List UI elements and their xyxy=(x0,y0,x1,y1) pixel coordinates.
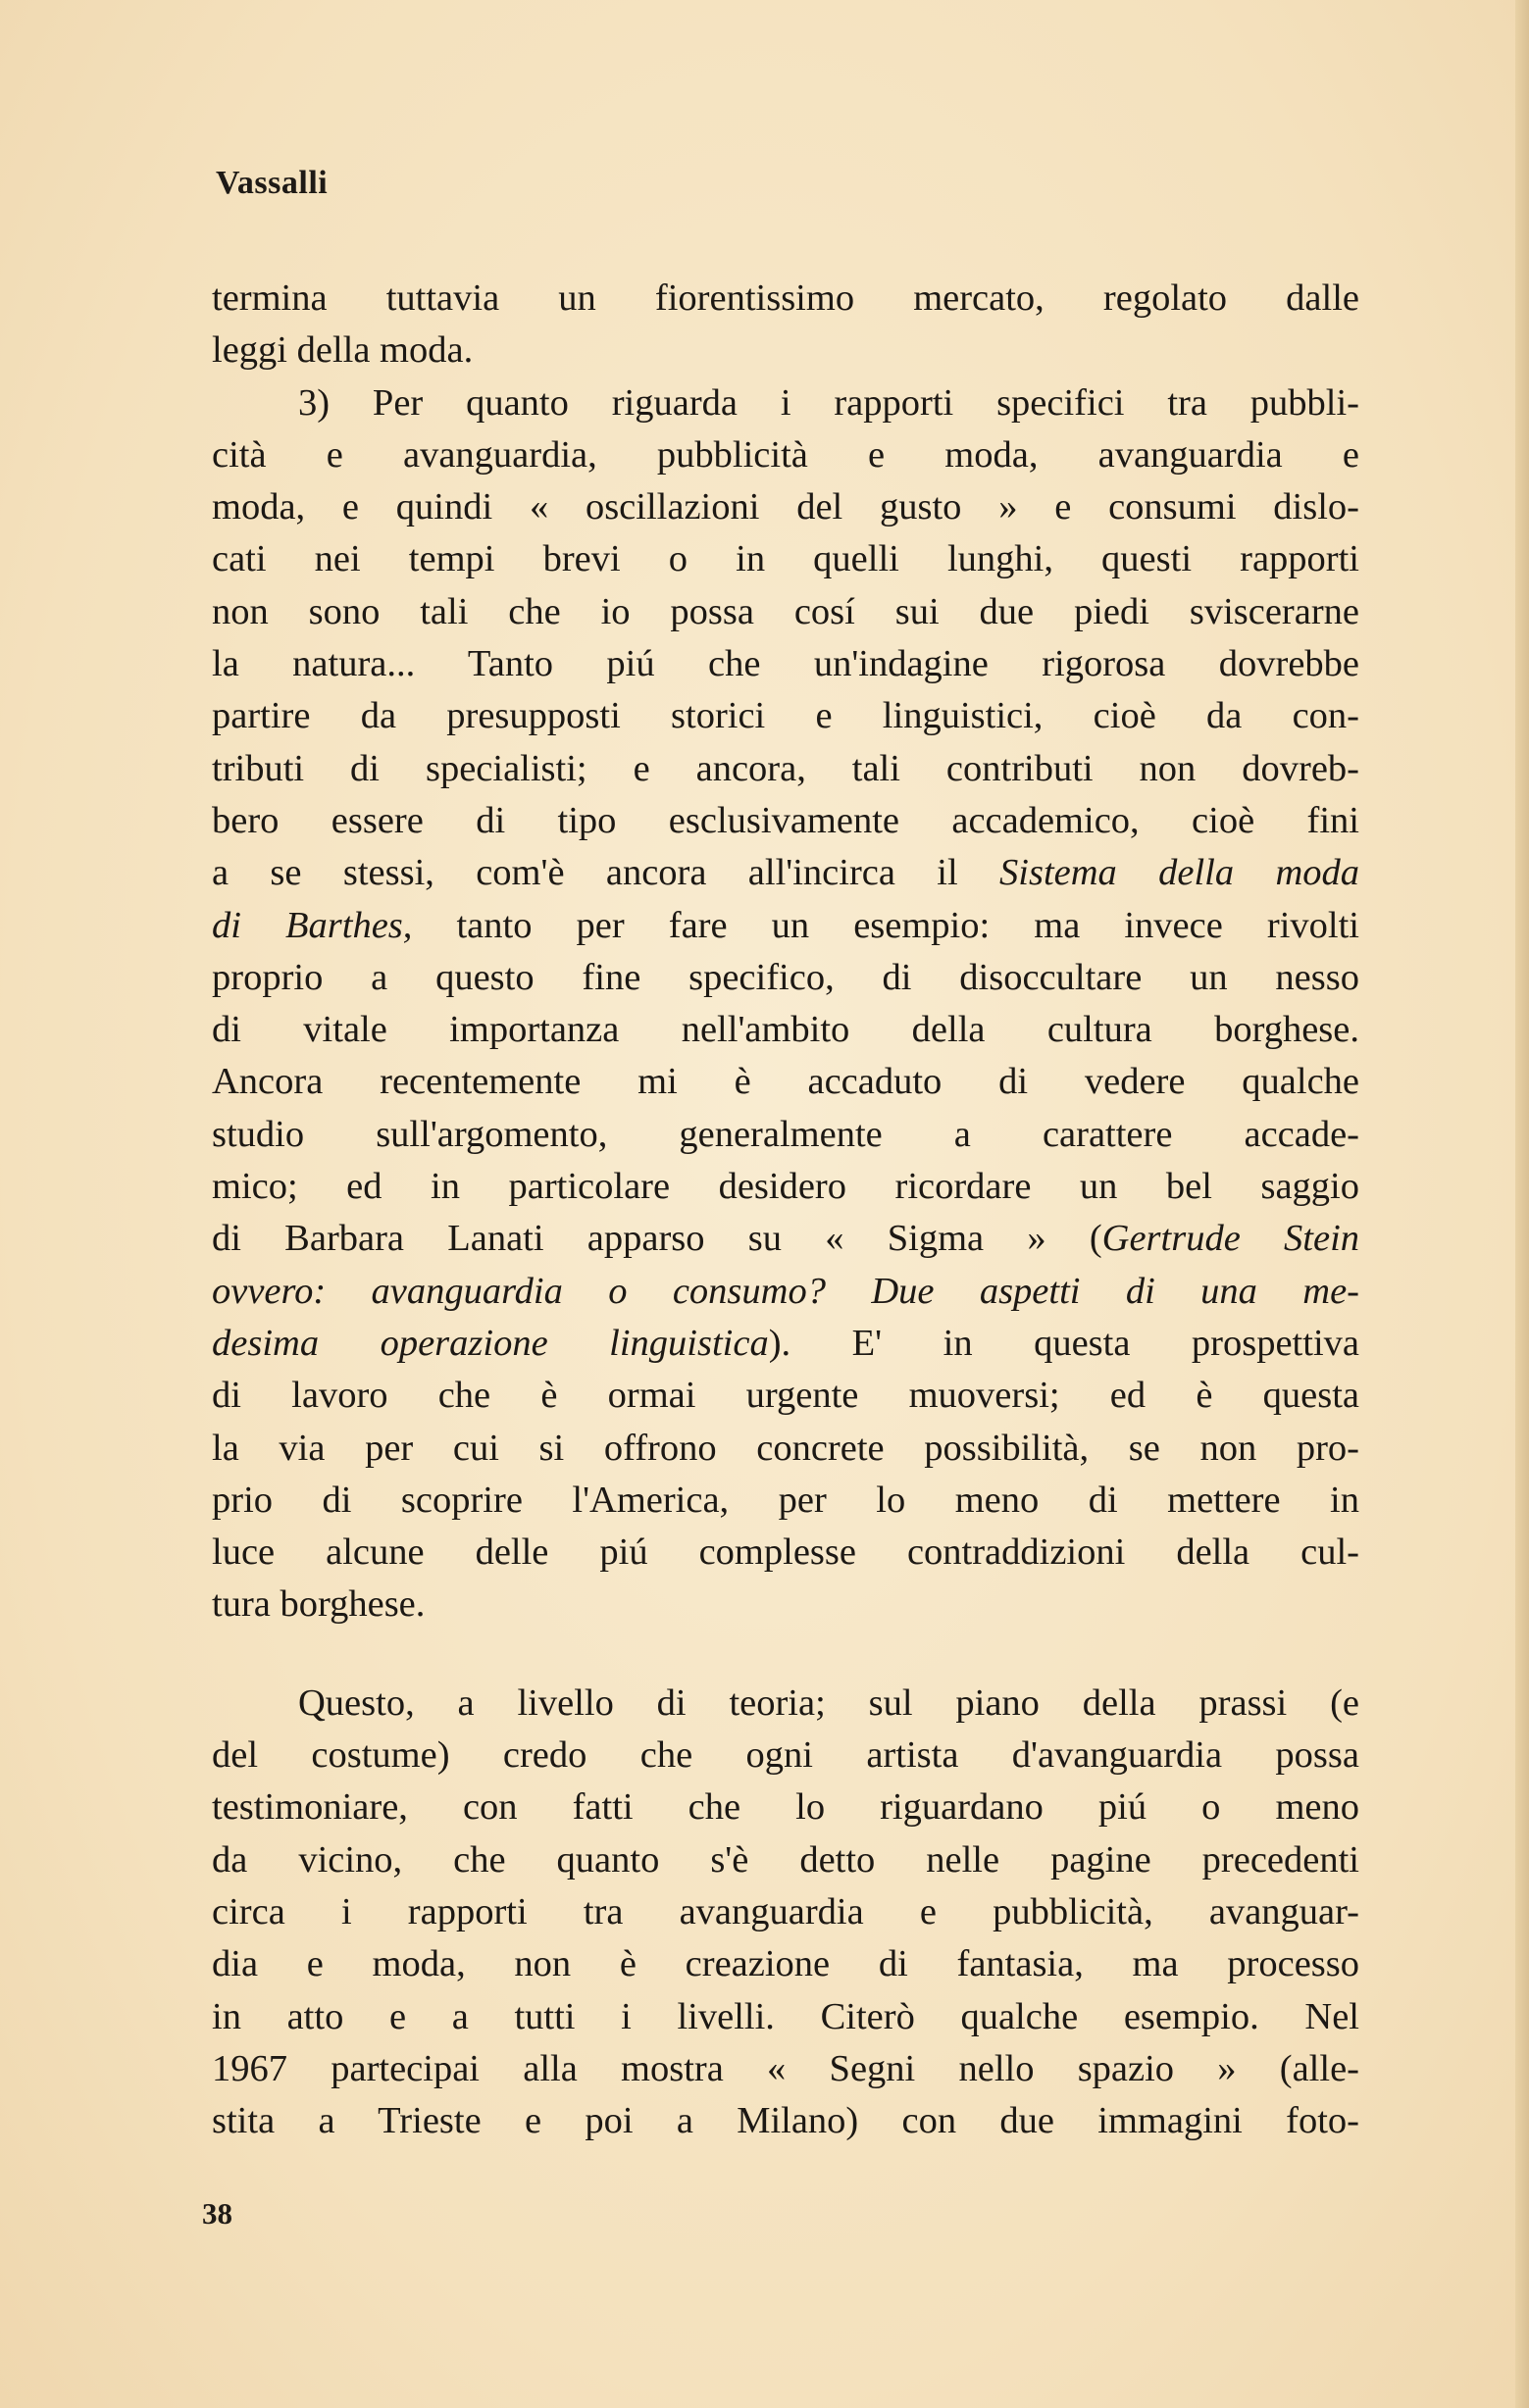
text-line: di lavoro che è ormai urgente muoversi; ed è questa xyxy=(212,1375,1359,1417)
text-line: stita a Trieste e poi a Milano) con due immagini foto- xyxy=(212,2100,1359,2142)
text-line: proprio a questo fine specifico, di disoccultare un nesso xyxy=(212,956,1359,998)
book-title-italic: di Barthes, xyxy=(212,904,413,946)
text-line: cati nei tempi brevi o in quelli lunghi, questi rapporti xyxy=(212,538,1359,580)
text-line: leggi della moda. xyxy=(212,329,474,372)
text-line xyxy=(212,1266,1359,1318)
text-line: Questo, a livello di teoria; sul piano della prassi (e xyxy=(298,1681,1359,1724)
text-line: termina tuttavia un fiorentissimo mercato, regolato dalle xyxy=(212,277,1359,319)
text-line: Ancora recentemente mi è accaduto di vedere qualche xyxy=(212,1061,1359,1103)
essay-title-italic: ovvero: avanguardia o consumo? Due aspetti di una me- xyxy=(212,1270,1359,1312)
text-line: studio sull'argomento, generalmente a carattere accade- xyxy=(212,1113,1359,1155)
book-title-italic: Sistema della moda xyxy=(999,852,1359,894)
text-line: di Barbara Lanati apparso su « Sigma » (Gertrude Stein xyxy=(212,1218,1360,1260)
essay-title-italic: desima operazione linguistica xyxy=(212,1322,769,1364)
paragraph-gap xyxy=(212,1631,1359,1678)
text-line: dia e moda, non è creazione di fantasia, ma processo xyxy=(212,1943,1359,1985)
text-line: testimoniare, con fatti che lo riguardano piú o meno xyxy=(212,1786,1359,1829)
text-line: moda, e quindi « oscillazioni del gusto » e consumi dislo- xyxy=(212,486,1359,528)
text-line: tura borghese. xyxy=(212,1583,426,1626)
page-edge xyxy=(1515,0,1529,2408)
text-line: del costume) credo che ogni artista d'avanguardia possa xyxy=(212,1734,1359,1777)
text-line: da vicino, che quanto s'è detto nelle pagine precedenti xyxy=(212,1838,1359,1881)
text-line: prio di scoprire l'America, per lo meno di mettere in xyxy=(212,1479,1359,1521)
text-line: la natura... Tanto piú che un'indagine rigorosa dovrebbe xyxy=(212,643,1359,685)
body-text xyxy=(212,273,1359,2147)
text-line: non sono tali che io possa cosí sui due piedi sviscerarne xyxy=(212,590,1359,632)
text-line: bero essere di tipo esclusivamente accademico, cioè fini xyxy=(212,799,1359,841)
running-head: Vassalli xyxy=(216,165,329,201)
text-line: luce alcune delle piú complesse contraddizioni della cul- xyxy=(212,1531,1359,1574)
text-line: desima operazione linguistica). E' in questa prospettiva xyxy=(212,1322,1359,1364)
page-number: 38 xyxy=(202,2196,232,2231)
essay-title-italic: Gertrude Stein xyxy=(1101,1218,1360,1260)
text-line: circa i rapporti tra avanguardia e pubblicità, avanguar- xyxy=(212,1890,1359,1932)
text-line: 3) Per quanto riguarda i rapporti specifici tra pubbli- xyxy=(298,381,1359,424)
text-line: cità e avanguardia, pubblicità e moda, avanguardia e xyxy=(212,433,1359,476)
text-line: di Barthes, tanto per fare un esempio: ma invece rivolti xyxy=(212,904,1359,946)
text-line: di vitale importanza nell'ambito della cultura borghese. xyxy=(212,1009,1359,1051)
text-line: 1967 partecipai alla mostra « Segni nello spazio » (alle- xyxy=(212,2047,1359,2089)
text-line: partire da presupposti storici e linguistici, cioè da con- xyxy=(212,695,1359,737)
text-line: in atto e a tutti i livelli. Citerò qualche esempio. Nel xyxy=(212,1995,1359,2037)
text-line: la via per cui si offrono concrete possibilità, se non pro- xyxy=(212,1427,1359,1469)
text-line: tributi di specialisti; e ancora, tali contributi non dovreb- xyxy=(212,747,1359,789)
text-line: a se stessi, com'è ancora all'incirca il Sistema della moda xyxy=(212,852,1359,894)
text-line: mico; ed in particolare desidero ricordare un bel saggio xyxy=(212,1166,1359,1208)
